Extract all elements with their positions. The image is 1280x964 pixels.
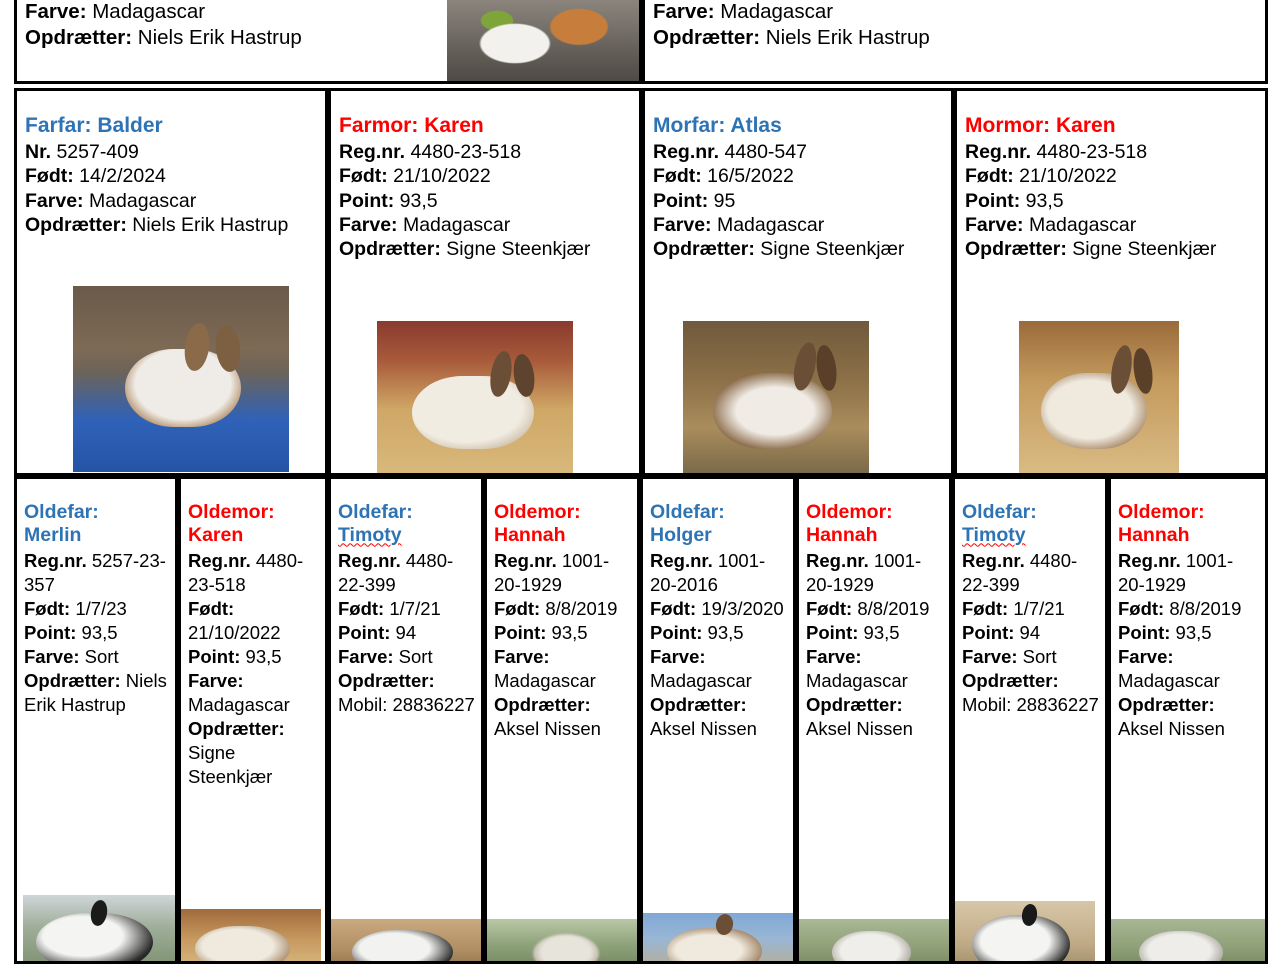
oldemor-4-name: Hannah — [1118, 524, 1190, 547]
parent-right-line-1: Opdrætter: Niels Erik Hastrup — [653, 25, 930, 49]
parent-left-line-0: Farve: Madagascar — [25, 0, 206, 23]
oldefar-4-name: Timoty — [962, 524, 1026, 547]
oldefar-4-role: Oldefar: — [962, 500, 1037, 523]
oldemor-1-role: Oldemor: — [188, 500, 275, 523]
oldefar-3-photo — [643, 913, 795, 964]
parent-right-line-0: Farve: Madagascar — [653, 0, 834, 23]
oldefar-3-name: Holger — [650, 524, 712, 547]
morfar-name: Atlas — [730, 114, 782, 137]
grandparent-cell-mormor: Mormor: Karen Reg.nr. 4480-23-518 Født: 21/10/2022 Point: 93,5 Farve: Madagascar Opdrætter: Signe Steenkjær — [954, 88, 1268, 476]
morfar-role: Morfar: — [653, 114, 726, 137]
grandparent-cell-farmor: Farmor: Karen Reg.nr. 4480-23-518 Født: 21/10/2022 Point: 93,5 Farve: Madagascar Opdrætter: Signe Steenkjær — [328, 88, 642, 476]
oldefar-4-photo — [955, 901, 1095, 964]
oldefar-1-photo — [23, 895, 178, 964]
ggp-cell-oldefar-1: Oldefar: Merlin Reg.nr. 5257-23-357 Født: 1/7/23 Point: 93,5 Farve: Sort Opdrætter: Niels Erik Hastrup — [14, 476, 178, 964]
mormor-name: Karen — [1056, 114, 1116, 137]
oldefar-2-photo — [331, 919, 483, 964]
grandparent-cell-farfar: Farfar: Balder Nr. 5257-409 Født: 14/2/2024 Farve: Madagascar Opdrætter: Niels Erik Hastrup — [14, 88, 328, 476]
ggp-cell-oldefar-3: Oldefar: Holger Reg.nr. 1001-20-2016 Født: 19/3/2020 Point: 93,5 Farve: Madagascar Opdrætter: Aksel Nissen — [640, 476, 796, 964]
mormor-photo — [1019, 321, 1179, 473]
oldemor-1-photo — [181, 909, 321, 964]
oldefar-1-name: Merlin — [24, 524, 82, 547]
farmor-name: Karen — [424, 114, 484, 137]
mormor-role: Mormor: — [965, 114, 1051, 137]
grandparent-cell-morfar: Morfar: Atlas Reg.nr. 4480-547 Født: 16/5/2022 Point: 95 Farve: Madagascar Opdrætter: Signe Steenkjær — [642, 88, 954, 476]
oldemor-2-name: Hannah — [494, 524, 566, 547]
oldemor-4-photo — [1111, 919, 1267, 964]
mormor-title — [965, 114, 1257, 139]
farmor-role: Farmor: — [339, 114, 419, 137]
farfar-role: Farfar: — [25, 114, 92, 137]
ggp-cell-oldefar-2: Oldefar: Timoty Reg.nr. 4480-22-399 Født: 1/7/21 Point: 94 Farve: Sort Opdrætter: Mobil: 28836227 — [328, 476, 484, 964]
oldefar-2-name: Timoty — [338, 524, 402, 547]
parent-left-line-1: Opdrætter: Niels Erik Hastrup — [25, 25, 302, 49]
oldemor-1-name: Karen — [188, 524, 244, 547]
parent-cell-right — [642, 0, 1268, 84]
farmor-title — [339, 114, 631, 139]
farfar-title — [25, 114, 317, 139]
oldemor-3-name: Hannah — [806, 524, 878, 547]
farfar-name: Balder — [97, 114, 163, 137]
oldefar-2-role: Oldefar: — [338, 500, 413, 523]
farmor-photo — [377, 321, 573, 473]
oldemor-2-photo — [487, 919, 639, 964]
oldefar-1-role: Oldefar: — [24, 500, 99, 523]
ggp-cell-oldemor-3: Oldemor: Hannah Reg.nr. 1001-20-1929 Født: 8/8/2019 Point: 93,5 Farve: Madagascar Opdrætter: Aksel Nissen — [796, 476, 952, 964]
morfar-title — [653, 114, 943, 139]
ggp-cell-oldefar-4: Oldefar: Timoty Reg.nr. 4480-22-399 Født: 1/7/21 Point: 94 Farve: Sort Opdrætter: Mobil: 28836227 — [952, 476, 1108, 964]
oldemor-2-role: Oldemor: — [494, 500, 581, 523]
parent-left-photo — [447, 0, 642, 83]
morfar-photo — [683, 321, 869, 473]
farfar-photo — [73, 286, 289, 472]
oldefar-3-role: Oldefar: — [650, 500, 725, 523]
ggp-cell-oldemor-4: Oldemor: Hannah Reg.nr. 1001-20-1929 Født: 8/8/2019 Point: 93,5 Farve: Madagascar Opdrætter: Aksel Nissen — [1108, 476, 1268, 964]
ggp-cell-oldemor-1: Oldemor: Karen Reg.nr. 4480-23-518 Født: 21/10/2022 Point: 93,5 Farve: Madagascar Opdrætter: Signe Steenkjær — [178, 476, 328, 964]
parent-cell-left — [14, 0, 642, 84]
oldemor-4-role: Oldemor: — [1118, 500, 1205, 523]
oldemor-3-photo — [799, 919, 951, 964]
oldemor-3-role: Oldemor: — [806, 500, 893, 523]
ggp-cell-oldemor-2: Oldemor: Hannah Reg.nr. 1001-20-1929 Født: 8/8/2019 Point: 93,5 Farve: Madagascar Opdrætter: Aksel Nissen — [484, 476, 640, 964]
